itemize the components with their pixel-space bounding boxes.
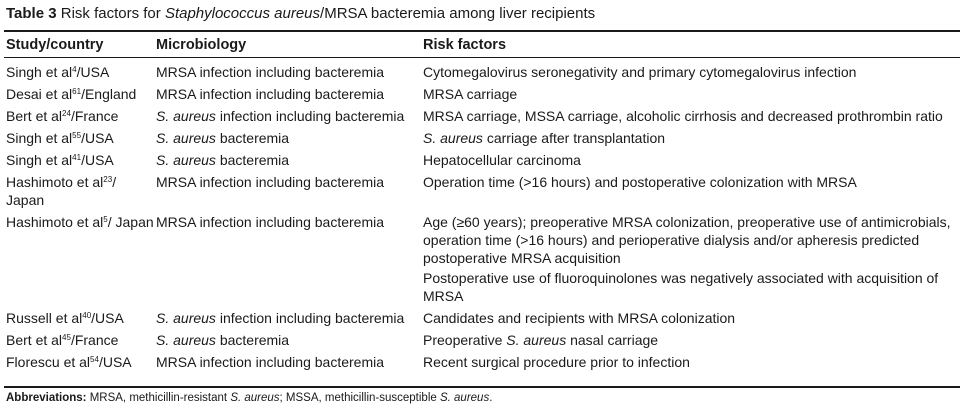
risk-cell <box>423 306 968 328</box>
table-row <box>0 60 968 82</box>
risk-cell <box>423 170 968 210</box>
risk-cell <box>423 210 968 306</box>
study-name: Russell et al <box>6 310 83 326</box>
risk-text: Candidates and recipients with MRSA colonization <box>423 310 736 326</box>
microbiology-cell <box>156 328 423 350</box>
caption-italic: Staphylococcus aureus <box>164 5 321 22</box>
micro-text: MRSA infection including bacteremia <box>156 64 385 80</box>
table-row <box>0 210 968 306</box>
table-row <box>0 328 968 350</box>
study-name: Hashimoto et al <box>6 214 104 230</box>
study-cell <box>0 126 156 148</box>
abbreviations-note <box>6 391 492 405</box>
study-country: /USA <box>91 310 124 326</box>
risk-cell <box>423 328 968 350</box>
study-ref: 45 <box>62 333 71 342</box>
micro-text: MRSA infection including bacteremia <box>156 354 385 370</box>
study-country: /France <box>70 108 119 124</box>
risk-table <box>0 60 968 372</box>
header-study: Study/country <box>6 37 104 53</box>
micro-text: MRSA infection including bacteremia <box>156 174 385 190</box>
micro-text: MRSA infection including bacteremia <box>156 214 385 230</box>
study-ref: 24 <box>62 109 71 118</box>
risk-text: carriage after transplantation <box>482 130 666 146</box>
microbiology-cell <box>156 350 423 372</box>
microbiology-cell <box>156 148 423 170</box>
risk-cell <box>423 82 968 104</box>
study-cell <box>0 328 156 350</box>
table-row <box>0 104 968 126</box>
table-row <box>0 148 968 170</box>
study-name: Singh et al <box>6 130 73 146</box>
table-row <box>0 170 968 210</box>
study-ref: 23 <box>103 175 113 184</box>
risk-text: MRSA carriage <box>423 86 518 102</box>
study-country: /USA <box>98 354 132 370</box>
study-ref: 5 <box>103 215 108 224</box>
micro-italic: S. aureus <box>156 310 216 326</box>
bottom-rule <box>4 386 960 388</box>
risk-italic: S. aureus <box>506 332 567 348</box>
risk-cell <box>423 104 968 126</box>
header-risk-factors: Risk factors <box>423 37 507 53</box>
top-rule <box>4 30 960 32</box>
study-ref: 55 <box>72 131 82 140</box>
abbreviations-text: . <box>489 392 493 404</box>
study-country: / Japan <box>6 174 117 208</box>
study-ref: 61 <box>72 87 82 96</box>
risk-cell <box>423 126 968 148</box>
risk-text: Age (≥60 years); preoperative MRSA colonization, preoperative use of antimicrobials, operation time (>16 hours) and perioperative dialysis and/or apheresis predicted postoperative MRSA acquisition <box>423 214 951 266</box>
header-rule <box>4 57 960 58</box>
micro-text: bacteremia <box>215 332 290 348</box>
risk-text: Recent surgical procedure prior to infection <box>423 354 690 370</box>
risk-text: Preoperative <box>423 332 507 348</box>
study-ref: 4 <box>72 65 77 74</box>
study-ref: 41 <box>72 153 82 162</box>
micro-text: bacteremia <box>215 152 290 168</box>
microbiology-cell <box>156 60 423 82</box>
study-country: /USA <box>81 130 114 146</box>
table-row <box>0 82 968 104</box>
abbreviations-italic: S. aureus <box>230 392 280 404</box>
study-name: Desai et al <box>6 86 73 102</box>
risk-text: MRSA carriage, MSSA carriage, alcoholic cirrhosis and decreased prothrombin ratio <box>423 108 943 124</box>
study-country: /France <box>70 332 119 348</box>
study-cell <box>0 350 156 372</box>
abbreviations-label: Abbreviations: <box>6 392 87 404</box>
abbreviations-text: MRSA, methicillin-resistant <box>86 392 231 404</box>
study-cell <box>0 104 156 126</box>
risk-cell <box>423 350 968 372</box>
study-name: Hashimoto et al <box>6 174 104 190</box>
study-name: Florescu et al <box>6 354 91 370</box>
micro-text: infection including bacteremia <box>215 310 405 326</box>
study-country: / Japan <box>107 214 154 230</box>
study-name: Singh et al <box>6 64 73 80</box>
table-row <box>0 126 968 148</box>
caption-text-after: /MRSA bacteremia among liver recipients <box>320 5 596 22</box>
header-microbiology: Microbiology <box>156 37 247 53</box>
study-cell <box>0 210 156 306</box>
risk-cell <box>423 60 968 82</box>
abbreviations-text: ; MSSA, methicillin-susceptible <box>279 392 440 404</box>
study-name: Bert et al <box>6 332 63 348</box>
microbiology-cell <box>156 170 423 210</box>
microbiology-cell <box>156 104 423 126</box>
risk-text: Operation time (>16 hours) and postoperative colonization with MRSA <box>423 174 857 190</box>
micro-text: infection including bacteremia <box>215 108 405 124</box>
study-cell <box>0 148 156 170</box>
risk-extra: Postoperative use of fluoroquinolones was negatively associated with acquisition of MRSA <box>423 270 939 304</box>
microbiology-cell <box>156 126 423 148</box>
table-caption <box>6 5 595 23</box>
study-cell <box>0 82 156 104</box>
study-country: /USA <box>76 64 110 80</box>
micro-italic: S. aureus <box>156 130 216 146</box>
study-name: Bert et al <box>6 108 63 124</box>
table-body <box>0 60 968 372</box>
microbiology-cell <box>156 306 423 328</box>
risk-text: nasal carriage <box>566 332 659 348</box>
caption-text-before: Risk factors for <box>56 5 165 22</box>
study-ref: 40 <box>82 311 92 320</box>
microbiology-cell <box>156 210 423 306</box>
study-country: /England <box>81 86 137 102</box>
study-country: /USA <box>81 152 114 168</box>
risk-italic: S. aureus <box>423 130 483 146</box>
study-name: Singh et al <box>6 152 73 168</box>
micro-italic: S. aureus <box>156 332 216 348</box>
table-row <box>0 306 968 328</box>
risk-text: Cytomegalovirus seronegativity and primary cytomegalovirus infection <box>423 64 857 80</box>
abbreviations-italic: S. aureus <box>439 392 490 404</box>
caption-label: Table 3 <box>6 5 57 22</box>
study-cell <box>0 60 156 82</box>
micro-text: bacteremia <box>215 130 290 146</box>
micro-italic: S. aureus <box>156 152 216 168</box>
study-ref: 54 <box>90 355 99 364</box>
risk-cell <box>423 148 968 170</box>
micro-text: MRSA infection including bacteremia <box>156 86 385 102</box>
study-cell <box>0 306 156 328</box>
table-row <box>0 350 968 372</box>
microbiology-cell <box>156 82 423 104</box>
micro-italic: S. aureus <box>156 108 216 124</box>
risk-text: Hepatocellular carcinoma <box>423 152 581 168</box>
study-cell <box>0 170 156 210</box>
